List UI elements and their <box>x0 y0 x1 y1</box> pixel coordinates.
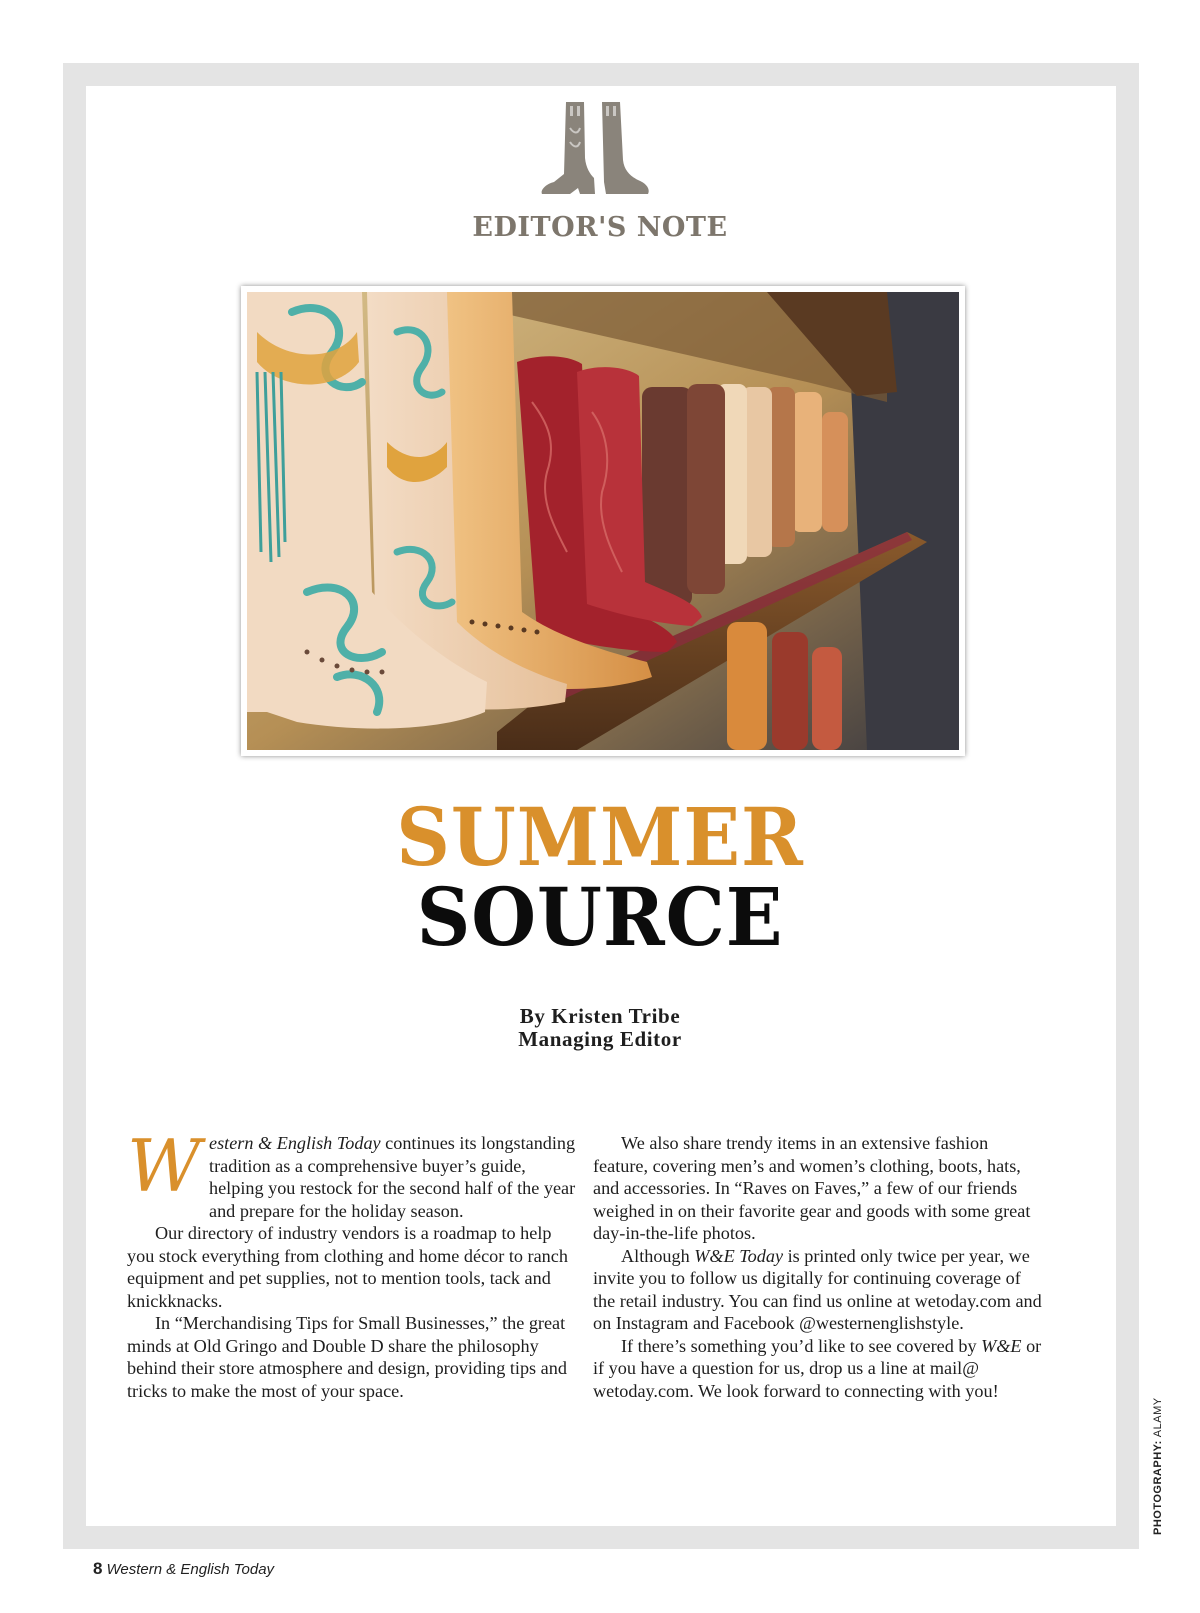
drop-cap: W <box>127 1124 202 1208</box>
publication-name: W&E <box>981 1335 1022 1356</box>
paragraph-text: If there’s something you’d like to see covered by <box>621 1335 982 1356</box>
byline-author: By Kristen Tribe <box>519 1004 681 1028</box>
body-paragraph: We also share trendy items in an extensive fashion feature, covering men’s and women’s clothing, boots, hats, and accessories. In “Raves on Faves,” a few of our friends weighed in on their favorite gear and goods with some great day-in-the-life photos. <box>593 1133 1031 1243</box>
paragraph-text: is printed only twice per year, we invite you to follow us digitally for continuing coverage of the retail industry. You can find us online at wetoday.com and on Instagram and Facebook @westernenglishstyle. <box>593 1245 1042 1333</box>
headline-line-1: SUMMER <box>396 790 804 884</box>
page-footer <box>93 1559 274 1579</box>
body-column-left <box>127 1124 579 1402</box>
body-paragraph <box>593 1245 1043 1335</box>
photo-credit-label: PHOTOGRAPHY: <box>1152 1440 1164 1535</box>
body-paragraph <box>127 1124 579 1222</box>
cowboy-boots-icon <box>540 98 660 204</box>
boots-on-shelves-photo <box>241 286 965 756</box>
headline-line-2: SOURCE <box>416 870 784 964</box>
publication-title: Western & English Today <box>106 1561 275 1578</box>
byline-title: Managing Editor <box>518 1027 682 1051</box>
body-paragraph: In “Merchandising Tips for Small Businesses,” the great minds at Old Gringo and Double D share the philosophy behind their store atmosphere and design, providing tips and tricks to make the most of your space. <box>127 1313 567 1401</box>
body-paragraph: Our directory of industry vendors is a roadmap to help you stock everything from clothing and home décor to ranch equipment and pet supplies, not to mention tools, tack and knickknacks. <box>127 1223 568 1311</box>
page-number: 8 <box>93 1559 103 1578</box>
body-paragraph <box>593 1335 1043 1403</box>
publication-name: estern & English Today <box>209 1133 381 1153</box>
paragraph-text: Although <box>621 1245 695 1266</box>
body-column-right <box>593 1132 1043 1402</box>
photo-credit <box>1152 1397 1164 1535</box>
paragraph-text: or if you have a question for us, drop us a line at mail@ wetoday.com. We look forward to connecting with you! <box>593 1335 1042 1401</box>
paragraph-text: continues its longstanding tradition as a comprehensive buyer’s guide, helping you restock for the second half of the year and prepare for the holiday season. <box>209 1133 576 1221</box>
photo-credit-value: ALAMY <box>1152 1397 1164 1441</box>
section-label: EDITOR'S NOTE <box>472 212 728 243</box>
publication-name: W&E Today <box>694 1245 784 1266</box>
